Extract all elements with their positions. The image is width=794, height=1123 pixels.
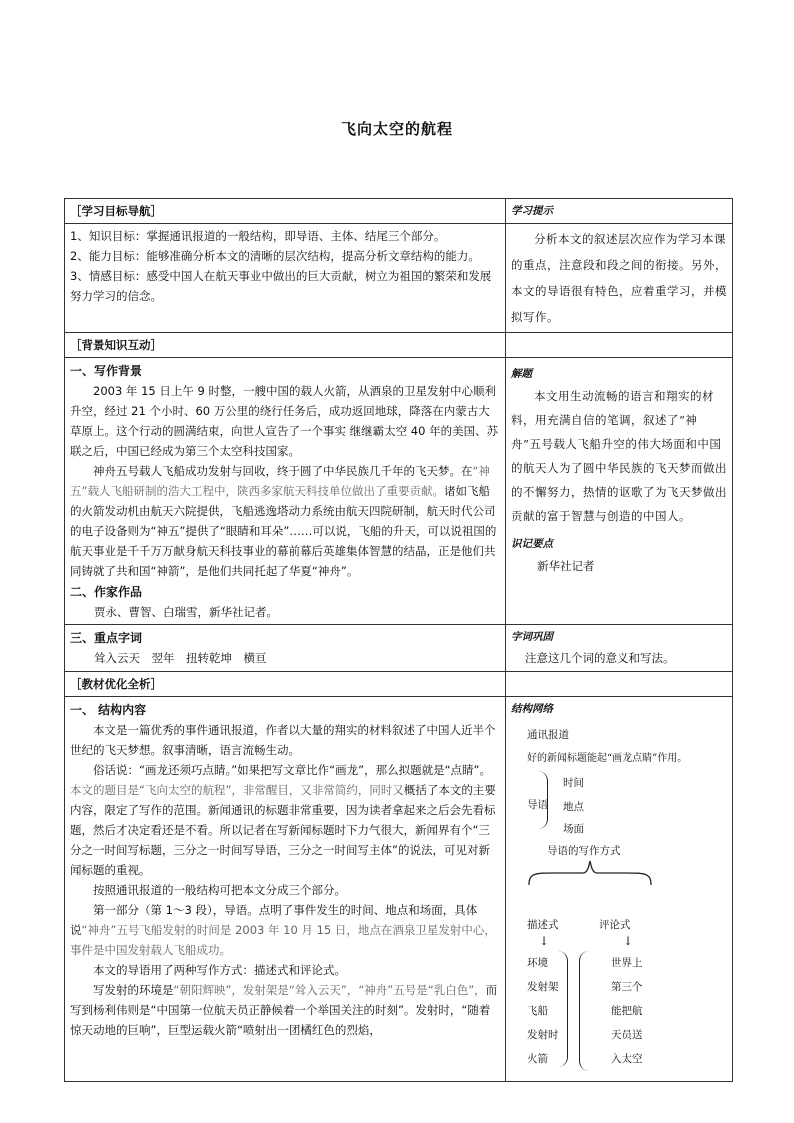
goal-line-3: 3、情感目标：感受中国人在航天事业中做出的巨大贡献，树立为祖国的繁荣和发展努力学习的信念。 xyxy=(70,269,492,303)
structure-network-header: 结构网络 xyxy=(511,703,553,715)
goals-cell xyxy=(65,199,506,224)
background-body-cell xyxy=(65,358,506,625)
diagram-left-4: 发射时 xyxy=(527,1029,559,1041)
author-heading: 二、作家作品 xyxy=(70,585,143,599)
tip-header: 学习提示 xyxy=(511,205,553,217)
background-notes-cell xyxy=(506,358,733,625)
words-list: 耸入云天 翌年 扭转乾坤 横亘 xyxy=(94,651,267,665)
words-notes-cell xyxy=(506,625,733,672)
analysis-para-6: 写发射的环境是“朝阳辉映”，发射架是“耸入云天”，“神舟”五号是“乳白色”，而写到杨利伟则是“中国第一位航天员正静候着一个举国关注的时刻”。发射时，“随着惊天动地的巨响”，巨型运载火箭“喷射出一团橘红色的烈焰， xyxy=(70,983,498,1037)
analysis-header-row xyxy=(65,672,733,697)
words-cell xyxy=(65,625,506,672)
memo-header: 识记要点 xyxy=(511,538,553,550)
diagram-time: 时间 xyxy=(563,777,584,789)
words-row xyxy=(65,625,733,672)
arrow-down-icon: ↓ xyxy=(539,934,550,948)
goals-header: ［学习目标导航］ xyxy=(70,204,162,218)
words-notes-text: 注意这几个词的意义和写法。 xyxy=(525,651,675,665)
goals-row xyxy=(65,199,733,224)
diagram-right-5: 入太空 xyxy=(611,1053,643,1065)
tip-body-cell xyxy=(506,224,733,333)
diagram-commentary: 评论式 xyxy=(599,919,631,931)
lesson-table xyxy=(64,198,733,1082)
goals-body-row xyxy=(65,224,733,333)
diagram-lead: 导语 xyxy=(527,799,548,811)
analysis-para-2: 俗话说：“画龙还须巧点睛。”如果把写文章比作“画龙”，那么拟题就是“点睛”。本文的题目是“飞向太空的航程”，非常醒目，又非常简约，同时又概括了本文的主要内容，限定了写作的范围。新闻通讯的标题非常重要，因为读者拿起来之后会先看标题，然后才决定看还是不看。所以记者在写新闻标题时下力气很大，新闻界有个“三分之一时间写标题，三分之一时间写导语，三分之一时间写主体”的说法，可见对新闻标题的重视。 xyxy=(70,763,496,877)
diagram-right-1: 世界上 xyxy=(611,957,643,969)
page-title: 飞向太空的航程 xyxy=(340,120,453,138)
analysis-header: ［教材优化全析］ xyxy=(70,677,162,691)
tip-header-cell xyxy=(506,199,733,224)
structure-network-cell xyxy=(506,697,733,1082)
diagram-left-1: 环境 xyxy=(527,957,548,969)
analysis-para-1: 本文是一篇优秀的事件通讯报道，作者以大量的翔实的材料叙述了中国人近半个世纪的飞天梦想。叙事清晰，语言流畅生动。 xyxy=(70,723,496,757)
diagram-right-3: 能把航 xyxy=(611,1005,643,1017)
diagram-lead-methods: 导语的写作方式 xyxy=(547,845,621,857)
structure-heading: 一、 结构内容 xyxy=(70,703,147,717)
diagram-right-2: 第三个 xyxy=(611,981,643,993)
goal-line-2: 2、能力目标：能够准确分析本文的清晰的层次结构，提高分析文章结构的能力。 xyxy=(70,249,480,263)
analysis-para-5: 本文的导语用了两种写作方式：描述式和评论式。 xyxy=(93,963,346,977)
analysis-body-row xyxy=(65,697,733,1082)
diagram-top-brace xyxy=(525,859,655,887)
diagram-descriptive: 描述式 xyxy=(527,919,559,931)
goals-body-cell xyxy=(65,224,506,333)
arrow-down-icon: ↓ xyxy=(623,934,634,948)
memo-text: 新华社记者 xyxy=(537,559,595,573)
analysis-para-3: 按照通讯报道的一般结构可把本文分成三个部分。 xyxy=(93,883,346,897)
writing-background-heading: 一、写作背景 xyxy=(70,364,143,378)
authors-text: 贾永、曹智、白瑞雪，新华社记者。 xyxy=(94,605,278,619)
background-body-row xyxy=(65,358,733,625)
background-header-row xyxy=(65,333,733,358)
diagram-left-3: 飞船 xyxy=(527,1005,548,1017)
background-para-1: 2003 年 15 日上午 9 时整，一艘中国的载人火箭，从酒泉的卫星发射中心顺利升空，经过 21 个小时、60 万公里的绕行任务后，成功返回地球，降落在内蒙古大草原上。这个行动的圆满结束，向世人宣告了一个事实 继继霸太空 40 年的美国、苏联之后，中国已经成为第三个太空科技国家。 xyxy=(70,384,499,458)
structure-diagram xyxy=(511,719,727,1079)
analysis-para-4: 第一部分（第 1～3 段），导语。点明了事件发生的时间、地点和场面，具体说“神舟”五号飞船发射的时间是 2003 年 10 月 15 日，地点在酒泉卫星发射中心，事件是中国发射载人飞船成功。 xyxy=(70,903,496,957)
diagram-brace-left xyxy=(557,951,568,1067)
words-heading: 三、重点字词 xyxy=(70,631,143,645)
analysis-body-cell xyxy=(65,697,506,1082)
diagram-brace-right xyxy=(579,951,590,1071)
words-notes-header: 字词巩固 xyxy=(511,631,553,643)
diagram-left-2: 发射架 xyxy=(527,981,559,993)
diagram-scene: 场面 xyxy=(563,823,584,835)
background-para-2: 神舟五号载人飞船成功发射与回收，终于圆了中华民族几千年的飞天梦。在“神五”载人飞船研制的浩大工程中，陕西多家航天科技单位做出了重要贡献。诸如飞船的火箭发动机由航天六院提供，飞船逃逸塔动力系统由航天四院研制，航天时代公司的电子设备则为“神五”提供了“眼睛和耳朵”……可以说，飞船的升天，可以说祖国的航天事业是千千万万献身航天科技事业的幕前幕后英雄集体智慧的结晶，正是他们共同铸就了共和国“神箭”，是他们共同托起了华夏“神舟”。 xyxy=(70,464,497,578)
diagram-title-role: 好的新闻标题能起“画龙点睛”作用。 xyxy=(527,753,688,764)
diagram-left-5: 火箭 xyxy=(527,1053,548,1065)
diagram-place: 地点 xyxy=(563,801,584,813)
title-explain-text: 本文用生动流畅的语言和翔实的材料，用充满自信的笔调，叙述了“神舟”五号载人飞船升空的伟大场面和中国的航天人为了圆中华民族的飞天梦而做出的不懈努力，热情的讴歌了为飞天梦做出贡献的富于智慧与创造的中国人。 xyxy=(511,389,727,523)
title-explain-header: 解题 xyxy=(511,368,532,380)
tip-text: 分析本文的叙述层次应作为学习本课的重点，注意段和段之间的衔接。另外，本文的导语很有特色，应着重学习，并模拟写作。 xyxy=(511,232,727,324)
background-header: ［背景知识互动］ xyxy=(70,338,162,352)
diagram-right-4: 天员送 xyxy=(611,1029,643,1041)
goal-line-1: 1、知识目标：掌握通讯报道的一般结构，即导语、主体、结尾三个部分。 xyxy=(70,229,446,243)
diagram-report: 通讯报道 xyxy=(527,729,569,741)
